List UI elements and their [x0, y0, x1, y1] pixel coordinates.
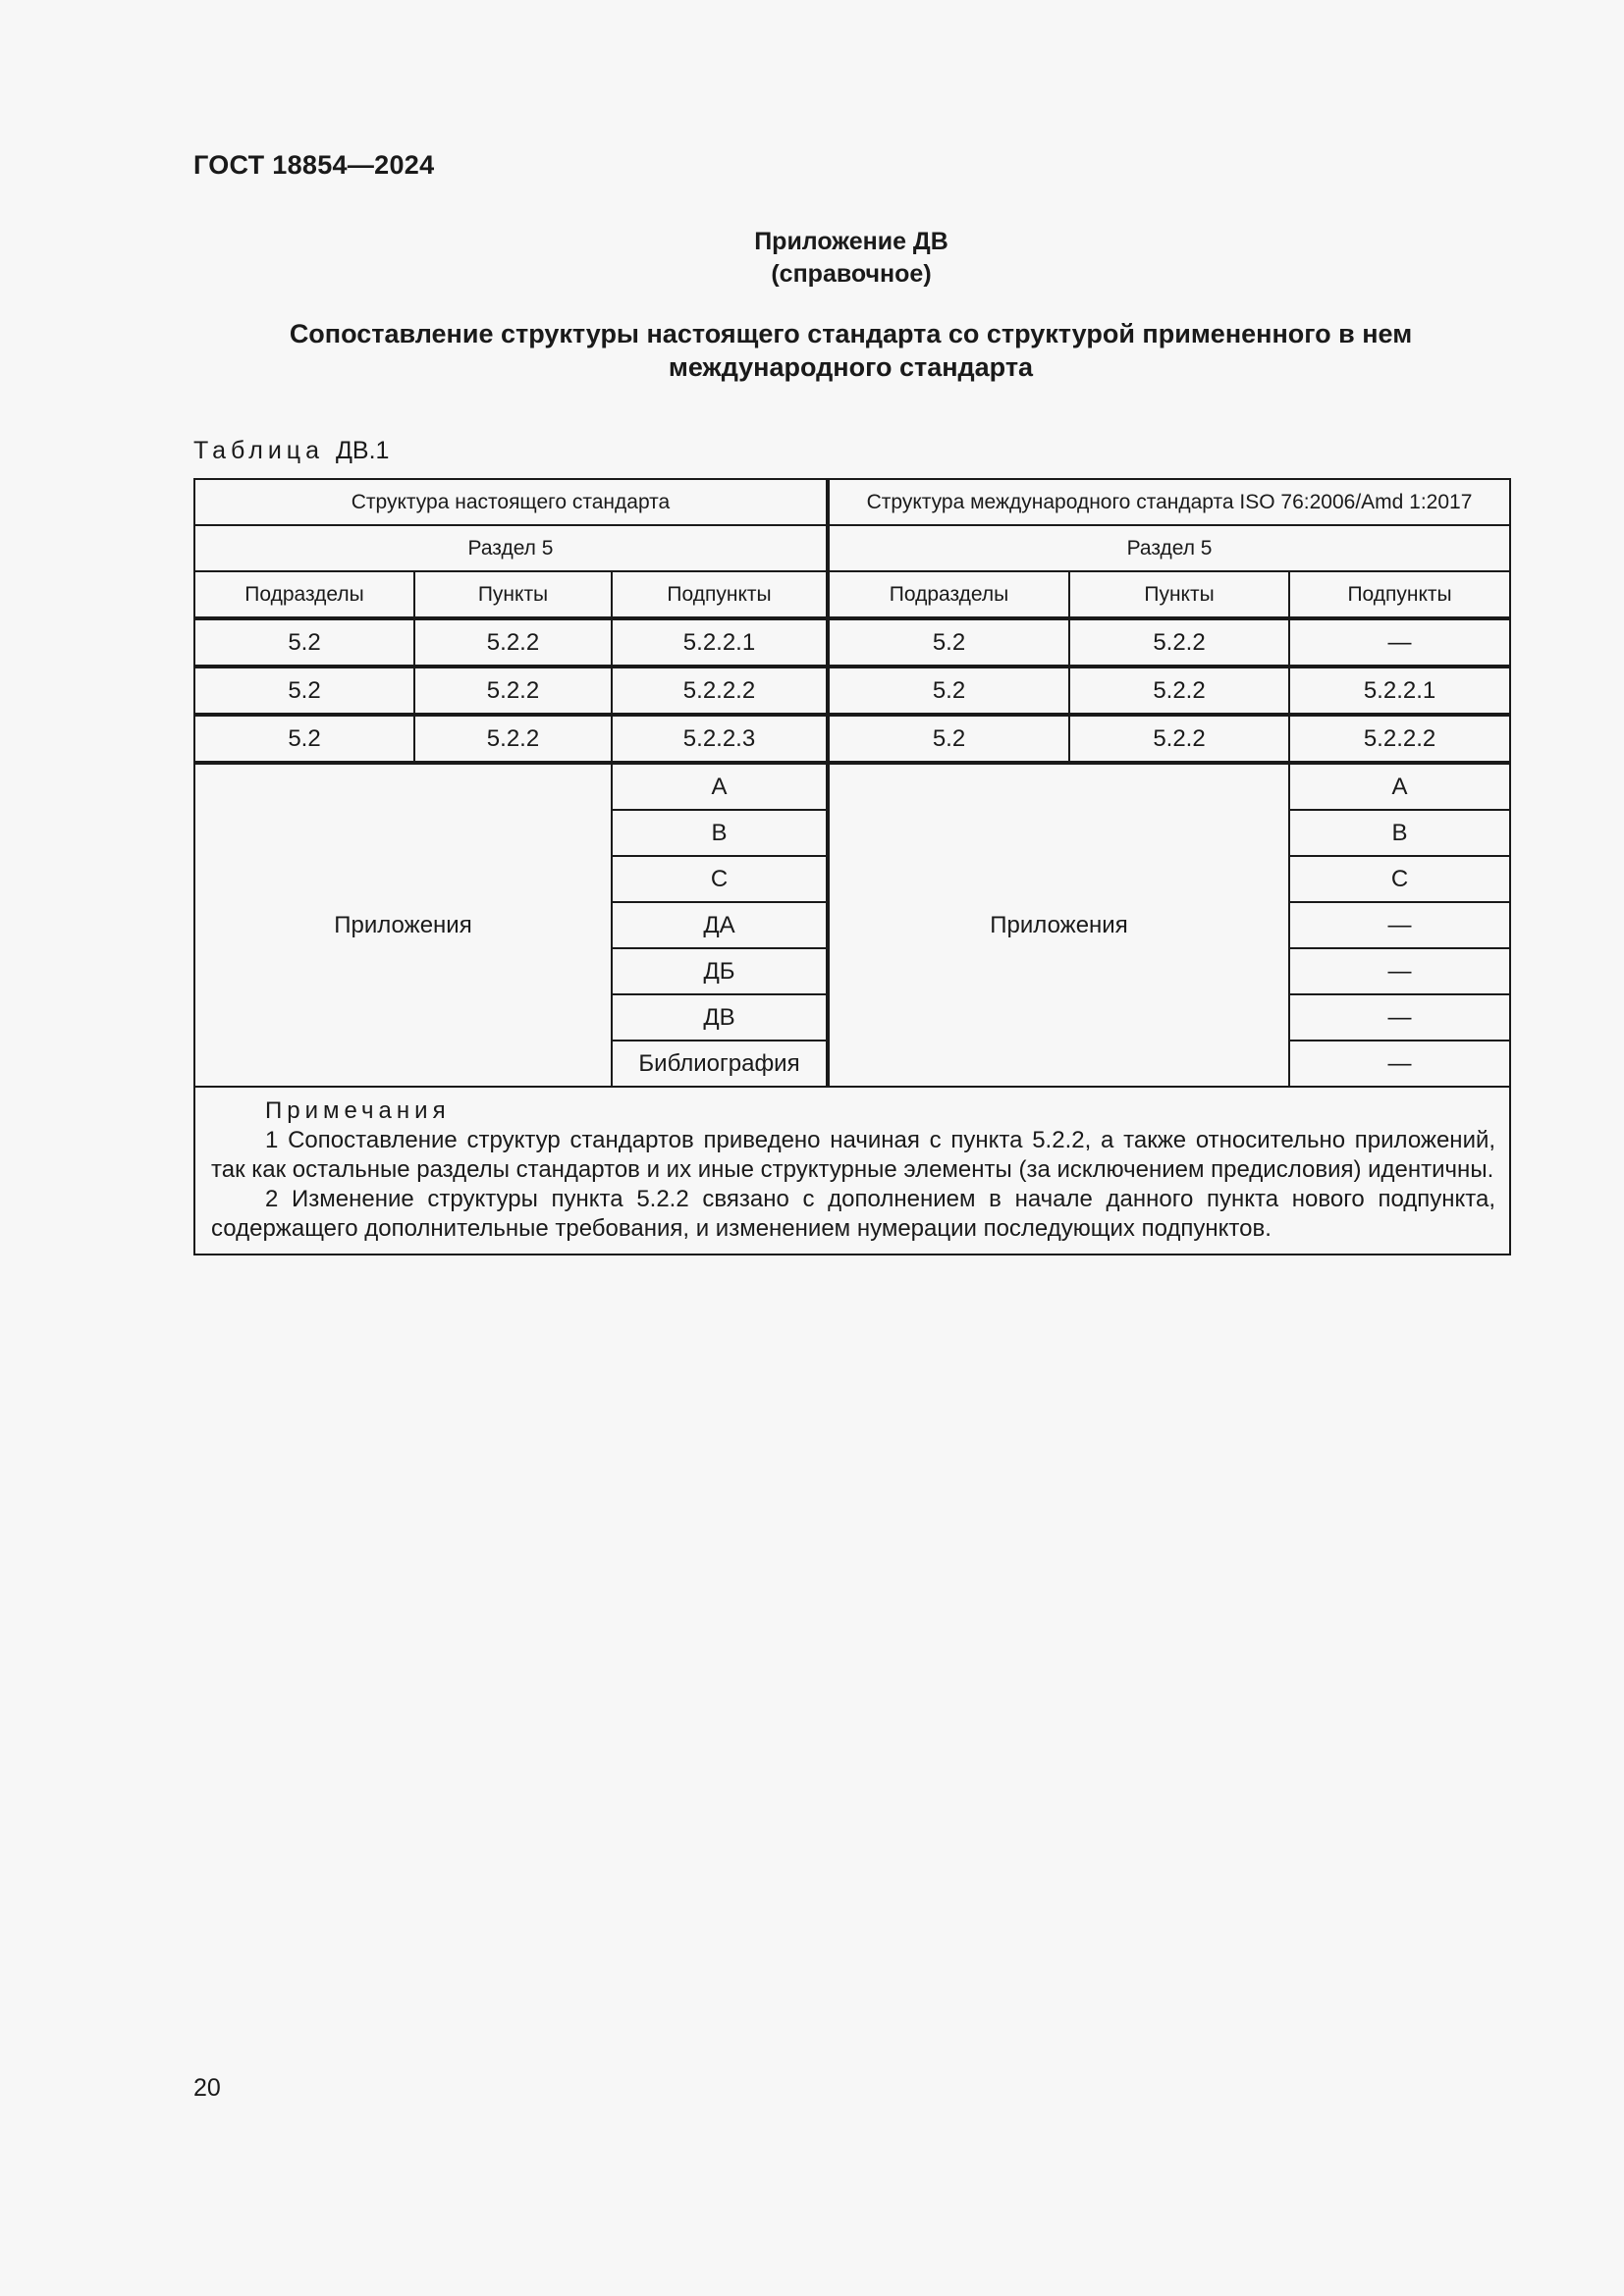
table-cell: 5.2.2: [414, 618, 612, 667]
notes-cell: [194, 1087, 1510, 1255]
column-header: Подпункты: [1289, 571, 1510, 618]
appendix-title: Приложение ДВ: [754, 228, 948, 255]
table-cell: 5.2.2: [1069, 667, 1289, 715]
appendix-right: —: [1289, 948, 1510, 994]
table-cell: 5.2: [828, 715, 1069, 763]
header-left: Структура настоящего стандарта: [194, 479, 828, 525]
appendix-label-right: Приложения: [828, 763, 1289, 1087]
section-left: Раздел 5: [194, 525, 828, 571]
table-row: [194, 667, 1510, 715]
appendix-left: В: [612, 810, 828, 856]
table-cell: 5.2.2: [414, 715, 612, 763]
notes-row: [194, 1087, 1510, 1255]
table-row: [194, 715, 1510, 763]
table-cell: 5.2.2.2: [1289, 715, 1510, 763]
note-item: 1 Сопоставление структур стандартов приведено начиная с пункта 5.2.2, а также относительно приложений, так как остальные разделы стандартов и их иные структурные элементы (за исключением предисловия) идентичны.: [211, 1127, 1496, 1183]
column-header: Подпункты: [612, 571, 828, 618]
note-item: 2 Изменение структуры пункта 5.2.2 связано с дополнением в начале данного пункта нового подпункта, содержащего дополнительные требования, и изменением нумерации последующих подпунктов.: [211, 1186, 1496, 1242]
appendix-heading: Сопоставление структуры настоящего стандарта со структурой примененного в нем международного стандарта: [289, 319, 1413, 382]
appendix-left: ДА: [612, 902, 828, 948]
document-code: ГОСТ 18854—2024: [193, 150, 435, 180]
appendix-left: ДБ: [612, 948, 828, 994]
structure-comparison-table: [193, 478, 1511, 1255]
appendix-right: С: [1289, 856, 1510, 902]
column-header: Подразделы: [194, 571, 414, 618]
table-cell: 5.2: [194, 715, 414, 763]
appendix-left: Библиография: [612, 1041, 828, 1087]
table-header-row: [194, 479, 1510, 525]
appendix-left: А: [612, 763, 828, 810]
table-columns-row: [194, 571, 1510, 618]
table-cell: 5.2.2.1: [1289, 667, 1510, 715]
appendix-left: С: [612, 856, 828, 902]
table-caption-word: Таблица: [193, 437, 325, 464]
appendix-row: [194, 763, 1510, 810]
appendix-left: ДВ: [612, 994, 828, 1041]
appendix-subtitle: (справочное): [771, 260, 932, 288]
header-right: Структура международного стандарта ISO 76:2006/Amd 1:2017: [828, 479, 1510, 525]
table-cell: 5.2: [828, 667, 1069, 715]
appendix-right: А: [1289, 763, 1510, 810]
table-caption: [193, 437, 389, 465]
table-cell: —: [1289, 618, 1510, 667]
appendix-right: —: [1289, 902, 1510, 948]
column-header: Пункты: [1069, 571, 1289, 618]
table-cell: 5.2.2: [414, 667, 612, 715]
table-cell: 5.2: [828, 618, 1069, 667]
table-cell: 5.2: [194, 667, 414, 715]
table-cell: 5.2.2.1: [612, 618, 828, 667]
table-section-row: [194, 525, 1510, 571]
table-cell: 5.2: [194, 618, 414, 667]
appendix-title-block: [0, 226, 1624, 291]
table-caption-number: ДВ.1: [335, 437, 390, 464]
appendix-right: —: [1289, 1041, 1510, 1087]
table-cell: 5.2.2.3: [612, 715, 828, 763]
notes-title: Примечания: [265, 1097, 451, 1124]
table-row: [194, 618, 1510, 667]
column-header: Пункты: [414, 571, 612, 618]
appendix-right: —: [1289, 994, 1510, 1041]
appendix-label-left: Приложения: [194, 763, 612, 1087]
section-right: Раздел 5: [828, 525, 1510, 571]
table-cell: 5.2.2: [1069, 715, 1289, 763]
table-cell: 5.2.2.2: [612, 667, 828, 715]
page-number: 20: [193, 2074, 221, 2102]
column-header: Подразделы: [828, 571, 1069, 618]
appendix-right: В: [1289, 810, 1510, 856]
table-cell: 5.2.2: [1069, 618, 1289, 667]
